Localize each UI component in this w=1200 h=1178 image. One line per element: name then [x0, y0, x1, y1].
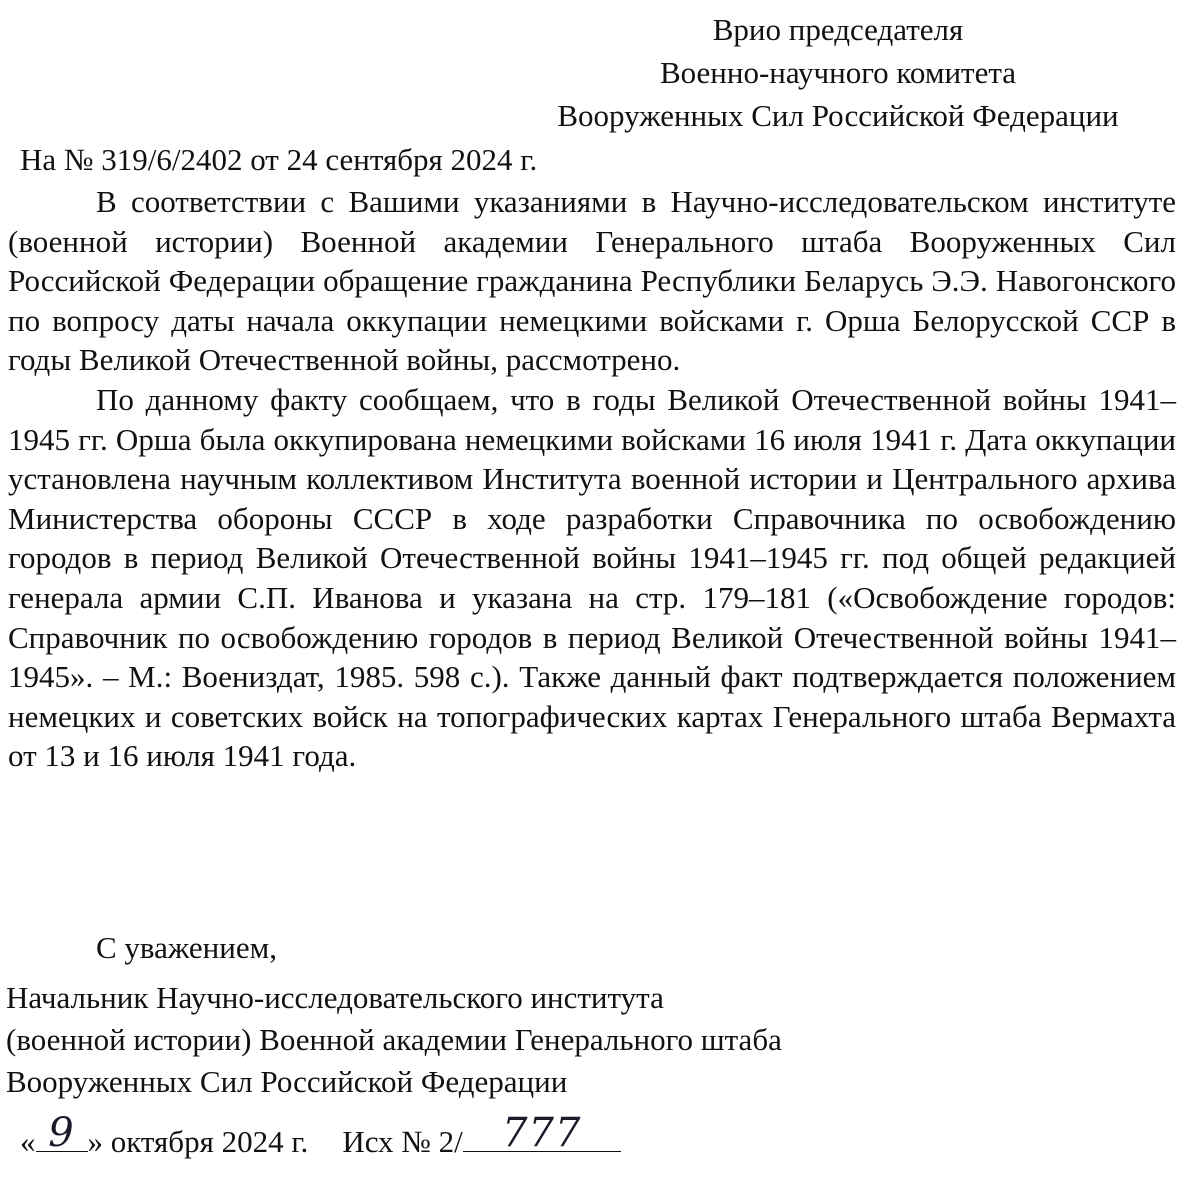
date-and-outgoing-number	[20, 1110, 621, 1164]
date-day-blank	[36, 1110, 88, 1156]
reference-line: На № 319/6/2402 от 24 сентября 2024 г.	[20, 142, 538, 177]
handwritten-outgoing-number: 777	[502, 1110, 582, 1156]
addressee-line: Военно-научного комитета	[659, 55, 1017, 90]
date-month-year: » октября 2024 г.	[87, 1124, 309, 1159]
addressee-line: Вооруженных Сил Российской Федерации	[557, 98, 1119, 133]
addressee-line: Врио председателя	[712, 12, 964, 47]
handwritten-day: 9	[48, 1110, 75, 1156]
body-paragraph: По данному факту сообщаем, что в годы Великой Отечественной войны 1941–1945 гг. Орша была оккупирована немецкими войсками 16 июля 1941 г. Дата оккупации установлена научным коллективом Института военной истории и Центрального архива Министерства обороны СССР в ходе разработки Справочника по освобождению городов в период Великой Отечественной войны 1941–1945 гг. под общей редакцией генерала армии С.П. Иванова и указана на стр. 179–181 («Освобождение городов: Справочник по освобождению городов в период Великой Отечественной войны 1941–1945». – М.: Воениздат, 1985. 598 с.). Также данный факт подтверждается положением немецких и советских войск на топографических картах Генерального штаба Вермахта от 13 и 16 июля 1941 года.	[8, 381, 1176, 774]
signatory-line: (военной истории) Военной академии Генерального штаба	[6, 1022, 782, 1057]
signatory-line: Вооруженных Сил Российской Федерации	[6, 1064, 568, 1099]
addressee-block	[498, 8, 1178, 137]
signatory-block	[6, 977, 782, 1103]
outgoing-number-blank	[463, 1110, 621, 1156]
body-paragraph: В соответствии с Вашими указаниями в Научно-исследовательском институте (военной истории) Военной академии Генерального штаба Вооруженных Сил Российской Федерации обращение гражданина Республики Беларусь Э.Э. Навогонского по вопросу даты начала оккупации немецкими войсками г. Орша Белорусской ССР в годы Великой Отечественной войны, рассмотрено.	[8, 184, 1176, 378]
closing-phrase: С уважением,	[96, 930, 277, 965]
letter-body	[8, 182, 1176, 776]
outgoing-number-label: Исх № 2/	[342, 1124, 463, 1159]
signatory-line: Начальник Научно-исследовательского института	[6, 980, 664, 1015]
date-open-quote: «	[20, 1124, 36, 1159]
